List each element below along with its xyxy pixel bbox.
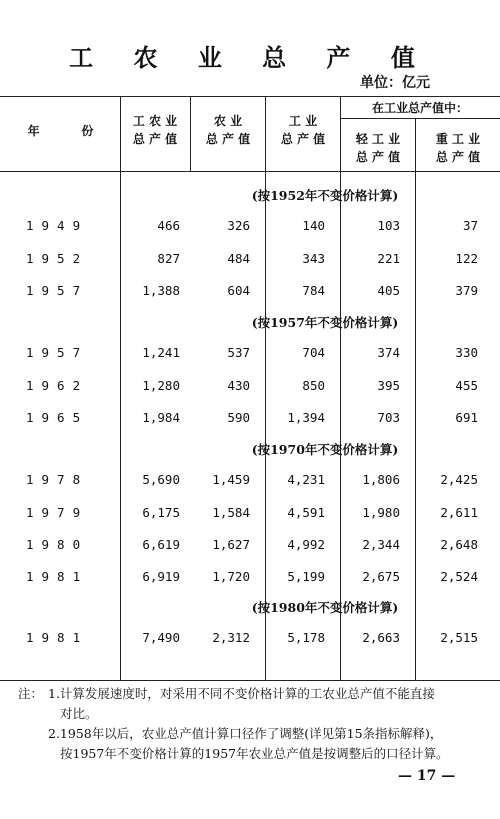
header-within-industry: 在工业总产值中：: [371, 101, 468, 115]
cell-light: 221: [377, 251, 400, 266]
cell-ind: 4,591: [287, 505, 325, 520]
cell-gross: 1,388: [142, 283, 180, 298]
cell-ind: 4,231: [287, 472, 325, 487]
note-1-line-2: 对比。: [60, 706, 98, 721]
cell-gross: 466: [157, 218, 180, 233]
column-divider: [120, 96, 121, 680]
cell-gross: 827: [157, 251, 180, 266]
column-divider: [265, 96, 266, 680]
cell-agri: 1,627: [212, 537, 250, 552]
cell-heavy: 2,611: [440, 505, 478, 520]
cell-heavy: 2,524: [440, 569, 478, 584]
header-heavy-industry: 重 工 业 总 产 值: [435, 132, 481, 164]
cell-heavy: 37: [462, 218, 478, 233]
cell-light: 2,663: [362, 630, 400, 645]
note-2-line-2: 按1957年不变价格计算的1957年农业总产值是按调整后的口径计算。: [60, 746, 449, 761]
cell-agri: 2,312: [212, 630, 250, 645]
cell-ind: 850: [302, 378, 325, 393]
cell-heavy: 379: [455, 283, 478, 298]
cell-gross: 1,241: [142, 345, 180, 360]
cell-agri: 604: [227, 283, 250, 298]
cell-heavy: 2,515: [440, 630, 478, 645]
cell-agri: 1,459: [212, 472, 250, 487]
header-industry-output: 工 业 总 产 值: [280, 114, 326, 146]
cell-ind: 4,992: [287, 537, 325, 552]
cell-ind: 5,178: [287, 630, 325, 645]
row-year: 1981: [26, 630, 89, 645]
cell-light: 405: [377, 283, 400, 298]
page-number: — 17 —: [398, 768, 456, 784]
cell-ind: 343: [302, 251, 325, 266]
row-year: 1979: [26, 505, 89, 520]
cell-light: 2,344: [362, 537, 400, 552]
note-1-line-1: 1.计算发展速度时，对采用不同不变价格计算的工农业总产值不能直接: [48, 686, 435, 701]
cell-heavy: 2,648: [440, 537, 478, 552]
cell-agri: 1,584: [212, 505, 250, 520]
unit-label: 单位：亿元: [360, 75, 430, 91]
cell-light: 1,980: [362, 505, 400, 520]
section-label: (按1952年不变价格计算): [251, 188, 399, 203]
cell-ind: 5,199: [287, 569, 325, 584]
column-divider: [340, 96, 341, 680]
row-year: 1965: [26, 410, 89, 425]
row-year: 1949: [26, 218, 89, 233]
cell-heavy: 455: [455, 378, 478, 393]
cell-agri: 590: [227, 410, 250, 425]
cell-gross: 6,919: [142, 569, 180, 584]
cell-gross: 5,690: [142, 472, 180, 487]
cell-heavy: 2,425: [440, 472, 478, 487]
table-bottom-rule: [0, 680, 500, 681]
cell-ind: 704: [302, 345, 325, 360]
cell-gross: 1,280: [142, 378, 180, 393]
section-label: (按1970年不变价格计算): [251, 442, 399, 457]
cell-agri: 1,720: [212, 569, 250, 584]
cell-light: 703: [377, 410, 400, 425]
row-year: 1962: [26, 378, 89, 393]
row-year: 1978: [26, 472, 89, 487]
cell-gross: 1,984: [142, 410, 180, 425]
cell-heavy: 691: [455, 410, 478, 425]
header-year: 年 份: [27, 124, 94, 138]
cell-ind: 1,394: [287, 410, 325, 425]
cell-agri: 326: [227, 218, 250, 233]
section-label: (按1980年不变价格计算): [251, 600, 399, 615]
row-year: 1981: [26, 569, 89, 584]
section-label: (按1957年不变价格计算): [251, 315, 399, 330]
column-divider: [190, 96, 191, 171]
row-year: 1952: [26, 251, 89, 266]
notes-prefix: 注：: [18, 686, 44, 701]
cell-light: 1,806: [362, 472, 400, 487]
table-top-rule: [0, 96, 500, 97]
subheader-rule: [340, 118, 500, 119]
header-agri-output: 农 业 总 产 值: [205, 114, 251, 146]
cell-ind: 784: [302, 283, 325, 298]
cell-heavy: 122: [455, 251, 478, 266]
cell-light: 374: [377, 345, 400, 360]
cell-gross: 6,619: [142, 537, 180, 552]
page-title: 工 农 业 总 产 值: [69, 43, 431, 72]
cell-agri: 430: [227, 378, 250, 393]
cell-light: 103: [377, 218, 400, 233]
cell-gross: 6,175: [142, 505, 180, 520]
row-year: 1980: [26, 537, 89, 552]
cell-agri: 484: [227, 251, 250, 266]
cell-heavy: 330: [455, 345, 478, 360]
header-bottom-rule: [0, 171, 500, 172]
header-gross-output: 工 农 业 总 产 值: [132, 114, 178, 146]
row-year: 1957: [26, 345, 89, 360]
cell-light: 395: [377, 378, 400, 393]
cell-agri: 537: [227, 345, 250, 360]
header-light-industry: 轻 工 业 总 产 值: [355, 132, 401, 164]
cell-light: 2,675: [362, 569, 400, 584]
cell-ind: 140: [302, 218, 325, 233]
note-2-line-1: 2.1958年以后，农业总产值计算口径作了调整(详见第15条指标解释)，: [48, 726, 443, 741]
cell-gross: 7,490: [142, 630, 180, 645]
row-year: 1957: [26, 283, 89, 298]
